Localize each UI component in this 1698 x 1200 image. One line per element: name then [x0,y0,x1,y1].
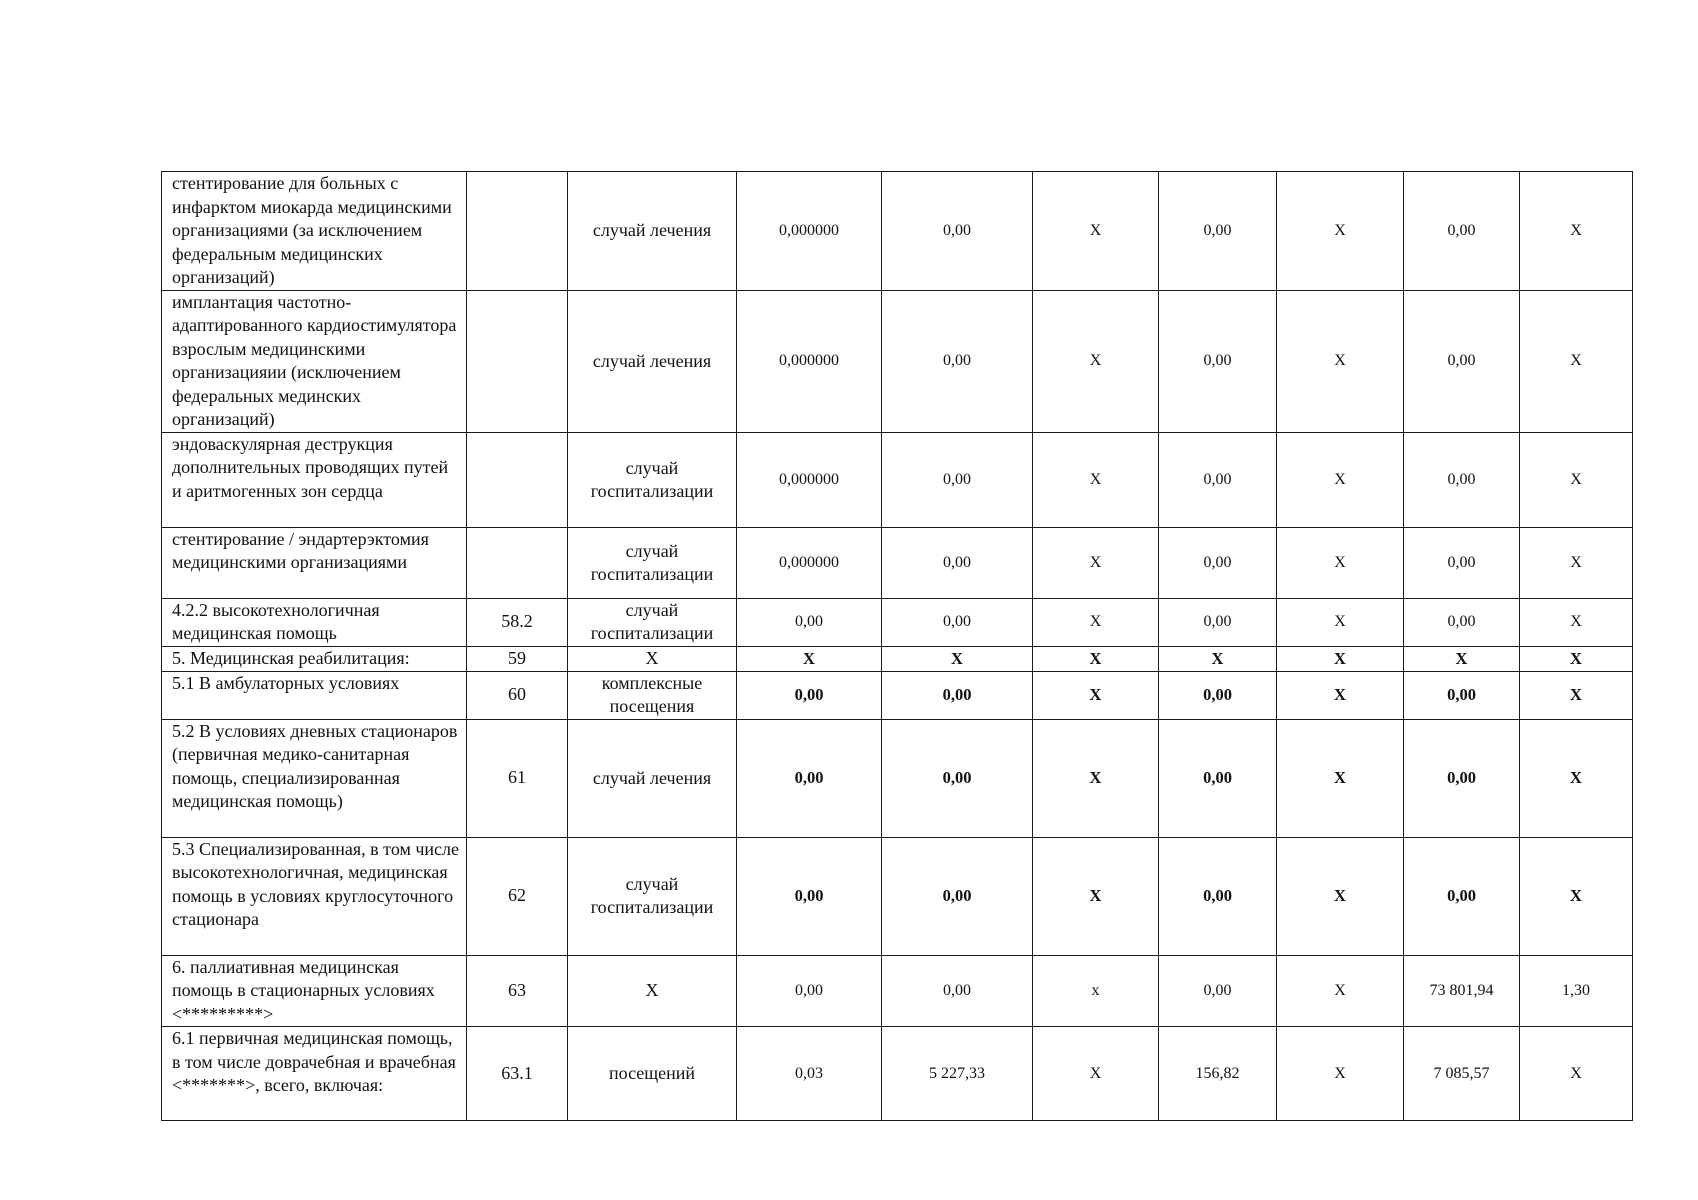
value-cell: 7 085,57 [1404,1027,1520,1121]
value-cell: 0,00 [1159,527,1277,598]
value-cell: 0,00 [1159,290,1277,432]
row-name-cell: 5.2 В условиях дневных стационаров (первичная медико-санитарная помощь, специализированная медицинская помощь) [162,719,467,837]
value-cell: Х [882,646,1033,671]
value-cell: Х [1520,432,1633,527]
row-code-cell [467,432,568,527]
row-name-cell: 6.1 первичная медицинская помощь, в том числе доврачебная и врачебная <*******>, всего, включая: [162,1027,467,1121]
value-cell: Х [1277,432,1404,527]
value-cell: Х [1520,837,1633,955]
value-cell: Х [1033,172,1159,291]
value-cell: Х [1277,646,1404,671]
value-cell: 0,00 [882,671,1033,719]
table-body [162,172,1633,1121]
value-cell: Х [737,646,882,671]
value-cell: Х [1520,527,1633,598]
row-unit-cell: случай госпитализации [568,837,737,955]
value-cell: Х [1277,172,1404,291]
value-cell: 0,00 [1404,172,1520,291]
value-cell: Х [1520,646,1633,671]
value-cell: х [1033,955,1159,1027]
value-cell: Х [1033,598,1159,646]
row-unit-cell: Х [568,955,737,1027]
row-name-cell: стентирование / эндартерэктомия медицинскими организациями [162,527,467,598]
value-cell: Х [1404,646,1520,671]
value-cell: 0,00 [1404,719,1520,837]
value-cell: 0,00 [1159,837,1277,955]
row-unit-cell: случай лечения [568,719,737,837]
value-cell: 0,00 [882,527,1033,598]
value-cell: 0,000000 [737,290,882,432]
value-cell: 0,00 [1159,719,1277,837]
table-row [162,837,1633,955]
value-cell: 0,00 [882,598,1033,646]
value-cell: Х [1277,290,1404,432]
table-row [162,671,1633,719]
row-code-cell: 63 [467,955,568,1027]
value-cell: 0,00 [1404,598,1520,646]
table-row [162,527,1633,598]
row-name-cell: 5. Медицинская реабилитация: [162,646,467,671]
value-cell: 0,00 [1159,955,1277,1027]
row-name-cell: имплантация частотно-адаптированного кардиостимулятора взрослым медицинскими организацияии (исключением федеральных мединских организаций) [162,290,467,432]
row-name-cell: 4.2.2 высокотехнологичная медицинская помощь [162,598,467,646]
row-code-cell [467,527,568,598]
row-code-cell: 59 [467,646,568,671]
value-cell: 0,00 [1404,527,1520,598]
value-cell: 0,00 [882,172,1033,291]
value-cell: 0,00 [1404,671,1520,719]
value-cell: Х [1033,719,1159,837]
value-cell: 156,82 [1159,1027,1277,1121]
row-unit-cell: случай лечения [568,172,737,291]
row-unit-cell: Х [568,646,737,671]
value-cell: Х [1033,837,1159,955]
row-code-cell: 60 [467,671,568,719]
table-row [162,955,1633,1027]
row-name-cell: 5.1 В амбулаторных условиях [162,671,467,719]
value-cell: Х [1520,1027,1633,1121]
value-cell: Х [1277,1027,1404,1121]
value-cell: 5 227,33 [882,1027,1033,1121]
row-code-cell: 62 [467,837,568,955]
value-cell: 0,00 [1159,172,1277,291]
row-code-cell: 63.1 [467,1027,568,1121]
tariff-table [161,171,1633,1121]
value-cell: 0,00 [1159,432,1277,527]
row-unit-cell: комплексные посещения [568,671,737,719]
row-unit-cell: случай госпитализации [568,598,737,646]
row-code-cell [467,290,568,432]
row-unit-cell: случай лечения [568,290,737,432]
value-cell: Х [1277,719,1404,837]
value-cell: Х [1033,290,1159,432]
value-cell: Х [1520,671,1633,719]
row-code-cell [467,172,568,291]
value-cell: Х [1159,646,1277,671]
table-row [162,598,1633,646]
table-row [162,646,1633,671]
value-cell: Х [1277,527,1404,598]
value-cell: Х [1277,837,1404,955]
row-name-cell: 5.3 Специализированная, в том числе высокотехнологичная, медицинская помощь в условиях круглосуточного стационара [162,837,467,955]
value-cell: 0,00 [1404,290,1520,432]
row-unit-cell: случай госпитализации [568,432,737,527]
value-cell: Х [1277,598,1404,646]
value-cell: 0,000000 [737,527,882,598]
value-cell: Х [1520,172,1633,291]
value-cell: 0,00 [882,955,1033,1027]
row-unit-cell: случай госпитализации [568,527,737,598]
table-row [162,290,1633,432]
table-row [162,172,1633,291]
row-unit-cell: посещений [568,1027,737,1121]
value-cell: 0,00 [882,290,1033,432]
value-cell: Х [1033,671,1159,719]
value-cell: 0,00 [737,837,882,955]
value-cell: Х [1033,527,1159,598]
row-name-cell: эндоваскулярная деструкция дополнительных проводящих путей и аритмогенных зон сердца [162,432,467,527]
value-cell: 0,00 [1159,671,1277,719]
value-cell: Х [1520,598,1633,646]
value-cell: 73 801,94 [1404,955,1520,1027]
value-cell: Х [1033,1027,1159,1121]
table-row [162,719,1633,837]
value-cell: 0,00 [1404,432,1520,527]
value-cell: Х [1033,432,1159,527]
value-cell: 0,00 [737,719,882,837]
row-name-cell: 6. паллиативная медицинская помощь в стационарных условиях <*********> [162,955,467,1027]
value-cell: 0,000000 [737,172,882,291]
value-cell: Х [1277,671,1404,719]
table-row [162,1027,1633,1121]
value-cell: Х [1033,646,1159,671]
value-cell: Х [1277,955,1404,1027]
row-code-cell: 58.2 [467,598,568,646]
value-cell: 0,00 [737,598,882,646]
row-name-cell: стентирование для больных с инфарктом миокарда медицинскими организациями (за исключением федеральным медицинских организаций) [162,172,467,291]
table-row [162,432,1633,527]
value-cell: 0,00 [1404,837,1520,955]
row-code-cell: 61 [467,719,568,837]
value-cell: 0,00 [882,432,1033,527]
value-cell: Х [1520,719,1633,837]
value-cell: 0,03 [737,1027,882,1121]
value-cell: 0,000000 [737,432,882,527]
value-cell: 1,30 [1520,955,1633,1027]
value-cell: Х [1520,290,1633,432]
value-cell: 0,00 [737,955,882,1027]
value-cell: 0,00 [1159,598,1277,646]
value-cell: 0,00 [882,837,1033,955]
value-cell: 0,00 [882,719,1033,837]
value-cell: 0,00 [737,671,882,719]
